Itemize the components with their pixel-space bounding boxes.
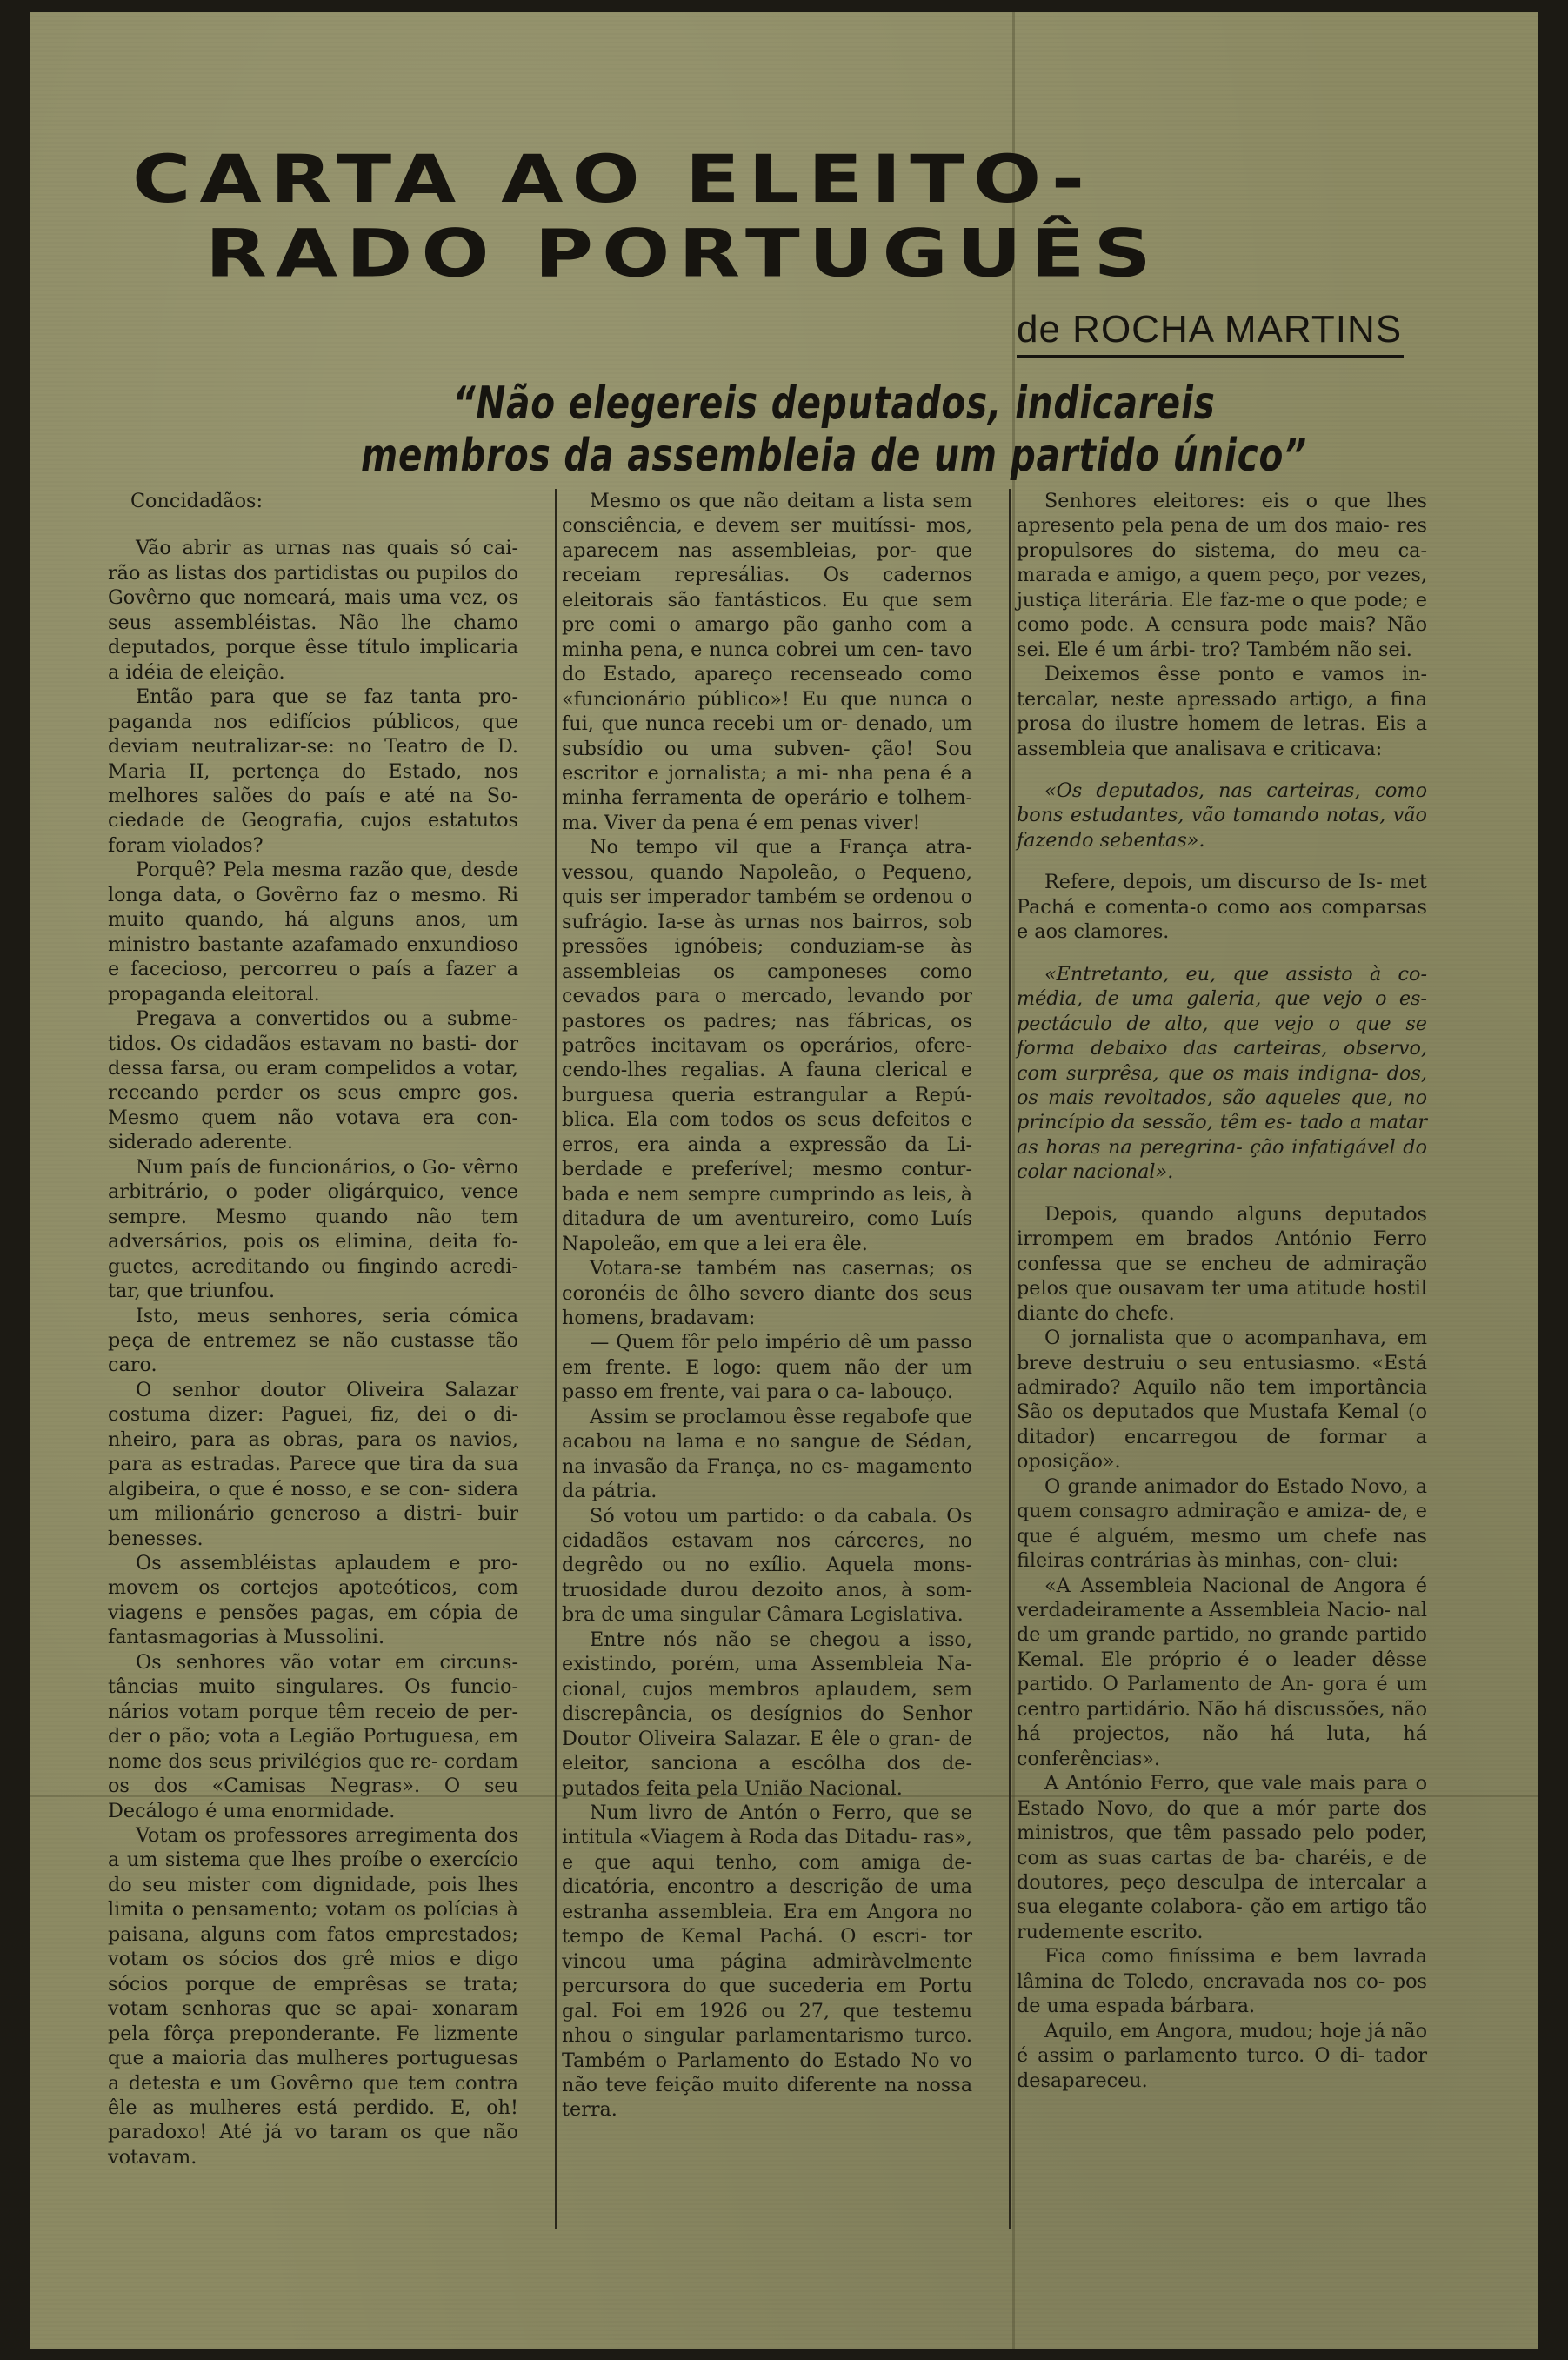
paragraph: O grande animador do Estado Novo, a quem consagro admiração e amiza- de, e que é alguém, mesmo um chefe nas fileiras contrárias às minhas, con- clui: — [1017, 1474, 1427, 1573]
article-column-1 — [108, 489, 518, 2169]
headline-line-1: CARTA AO ELEITO- — [132, 141, 1094, 218]
article-column-3 — [1017, 489, 1427, 2093]
paragraph: — Quem fôr pelo império dê um passo em frente. E logo: quem não der um passo em frente, vai para o ca- labouço. — [562, 1331, 972, 1404]
quote-paragraph: «Entretanto, eu, que assisto à co- média, de uma galeria, que vejo o es- pectáculo de alto, que vejo o que se forma debaixo das carteiras, observo, com surprêsa, que os mais indigna- dos, os mais revoltados, são aqueles que, no princípio da sessão, têm es- tado a matar as horas na peregrina- ção infatigável do colar nacional». — [1017, 962, 1427, 1184]
paragraph: Num livro de Antón o Ferro, que se intitula «Viagem à Roda das Ditadu- ras», e que aqui tenho, com amiga de- dicatória, encontro a descrição de uma estranha assembleia. Era em Angora no tempo de Kemal Pachá. O escri- tor vincou uma página admiràvelmente percursora do que sucederia em Portu gal. Foi em 1926 ou 27, que testemu nhou o singular parlamentarismo turco. Também o Parlamento do Estado No vo não teve feição muito diferente na nossa terra. — [562, 1802, 972, 2122]
paragraph: Votam os professores arregimenta dos a um sistema que lhes proíbe o exercício do seu mister com dignidade, pois lhes limita o pensamento; votam os polícias à paisana, alguns com fatos emprestados; votam os sócios dos grê mios e digo sócios porque de emprêsas se trata; votam senhoras que se apai- xonaram pela fôrça preponderante. Fe lizmente que a maioria das mulheres portuguesas a detesta e um Govêrno que tem contra êle as mulheres está perdido. E, oh! paradoxo! Até já vo taram os que não votavam. — [108, 1824, 518, 2169]
paragraph: A António Ferro, que vale mais para o Estado Novo, do que a mór parte dos ministros, que têm passado pelo poder, com as suas cartas de ba- charéis, e de doutores, peço desculpa de intercalar a sua elegante colabora- ção em artigo tão rudemente escrito. — [1017, 1772, 1427, 1943]
article-column-2 — [562, 489, 972, 2123]
paragraph: Assim se proclamou êsse regabofe que acabou na lama e no sangue de Sédan, na invasão da França, no es- magamento da pátria. — [562, 1405, 972, 1503]
paragraph: Aquilo, em Angora, mudou; hoje já não é assim o parlamento turco. O di- tador desapareceu. — [1017, 2019, 1427, 2092]
paragraph: Depois, quando alguns deputados irrompem em brados António Ferro confessa que se encheu de admiração pelos que ousavam ter uma atitude hostil diante do chefe. — [1017, 1202, 1427, 1325]
subtitle-quote: “Não elegereis deputados, indicareis membros da assembleia de um partido único” — [360, 378, 1308, 482]
paragraph: Pregava a convertidos ou a subme- tidos. Os cidadãos estavam no basti- dor dessa farsa, ou eram compelidos a votar, receando perder os seus empre gos. Mesmo quem não votava era con- siderado aderente. — [108, 1007, 518, 1154]
paragraph: Refere, depois, um discurso de Is- met Pachá e comenta-o como aos comparsas e aos clamores. — [1017, 871, 1427, 944]
paper-fold-vertical — [1012, 12, 1015, 2349]
paragraph: Só votou um partido: o da cabala. Os cidadãos estavam nos cárceres, no degrêdo ou no exílio. Aquela mons- truosidade durou dezoito anos, à som- bra de uma singular Câmara Legislativa. — [562, 1504, 972, 1627]
paragraph: Senhores eleitores: eis o que lhes apresento pela pena de um dos maio- res propulsores do sistema, do meu ca- marada e amigo, a quem peço, por vezes, justiça literária. Ele faz-me o que pode; e como pode. A censura pode mais? Não sei. Ele é um árbi- tro? Também não sei. — [1017, 490, 1427, 661]
paragraph: O senhor doutor Oliveira Salazar costuma dizer: Paguei, fiz, dei o di- nheiro, para as obras, para os navios, para as estradas. Parece que tira da sua algibeira, o que é nosso, e se con- sidera um milionário generoso a distri- buir benesses. — [108, 1378, 518, 1550]
paragraph: Porquê? Pela mesma razão que, desde longa data, o Govêrno faz o mesmo. Ri muito quando, há alguns anos, um ministro bastante azafamado enxundioso e facecioso, percorreu o país a fazer a propaganda eleitoral. — [108, 859, 518, 1006]
column-rule-2 — [1009, 489, 1011, 2229]
paragraph: O jornalista que o acompanhava, em breve destruiu o seu entusiasmo. «Está admirado? Aquilo não tem importância São os deputados que Mustafa Kemal (o ditador) encarregou de formar a oposição». — [1017, 1327, 1427, 1474]
paragraph: Os assembléistas aplaudem e pro- movem os cortejos apoteóticos, com viagens e pensões pagas, em cópia de fantasmagorias à Mussolini. — [108, 1552, 518, 1649]
byline: de ROCHA MARTINS — [1017, 308, 1404, 358]
paragraph: Isto, meus senhores, seria cómica peça de entremez se não custasse tão caro. — [108, 1304, 518, 1377]
paragraph: Votara-se também nas casernas; os coronéis de ôlho severo diante dos seus homens, bradavam: — [562, 1257, 972, 1329]
salutation: Concidadãos: — [130, 490, 263, 512]
paragraph: No tempo vil que a França atra- vessou, quando Napoleão, o Pequeno, quis ser imperador também se ordenou o sufrágio. Ia-se às urnas nos bairros, sob pressões ignóbeis; conduziam-se às assembleias os camponeses como cevados para o mercado, levando por pastores os padres; nas fábricas, os patrões incitavam os operários, ofere- cendo-lhes regalias. A fauna clerical e burguesa queria estrangular a Repú- blica. Ela com todos os seus defeitos e erros, era ainda a expressão da Li- berdade e preferível; mesmo contur- bada e nem sempre cumprindo as leis, à ditadura de um aventureiro, como Luís Napoleão, em que a lei era êle. — [562, 836, 972, 1255]
paragraph: «A Assembleia Nacional de Angora é verdadeiramente a Assembleia Nacio- nal de um grande partido, no grande partido Kemal. Ele próprio é o leader dêsse partido. O Parlamento de An- gora é um centro partidário. Não há discussões, não há projectos, não há luta, há conferências». — [1017, 1574, 1427, 1770]
paragraph: Os senhores vão votar em circuns- tâncias muito singulares. Os funcio- nários votam porque têm receio de per- der o pão; vota a Legião Portuguesa, em nome dos seus privilégios que re- cordam os dos «Camisas Negras». O seu Decálogo é uma enormidade. — [108, 1650, 518, 1822]
paragraph: Mesmo os que não deitam a lista sem consciência, e devem ser muitíssi- mos, aparecem nas assembleias, por- que receiam represálias. Os cadernos eleitorais são fantásticos. Eu que sem pre comi o amargo pão ganho com a minha pena, e nunca cobrei um cen- tavo do Estado, apareço recenseado como «funcionário público»! Eu que nunca o fui, que nunca recebi um or- denado, um subsídio ou uma subven- ção! Sou escritor e jornalista; a mi- nha pena é a minha ferramenta de operário e tolhem-ma. Viver da pena é em penas viver! — [562, 490, 972, 834]
paragraph: Deixemos êsse ponto e vamos in- tercalar, neste apressado artigo, a fina prosa do ilustre homem de letras. Eis a assembleia que analisava e criticava: — [1017, 663, 1427, 760]
headline-line-2: RADO PORTUGUÊS — [205, 215, 1160, 292]
paragraph: Então para que se faz tanta pro- paganda nos edifícios públicos, que deviam neutralizar-se: no Teatro de D. Maria II, pertença do Estado, nos melhores salões do país e até na So- ciedade de Geografia, cujos estatutos foram violados? — [108, 685, 518, 857]
quote-paragraph: «Os deputados, nas carteiras, como bons estudantes, vão tomando notas, vão fazendo sebentas». — [1017, 779, 1427, 852]
paragraph: Vão abrir as urnas nas quais só cai- rão as listas dos partidistas ou pupilos do Govêrno que nomeará, mais uma vez, os seus assembléistas. Não lhe chamo deputados, porque êsse título implicaria a idéia de eleição. — [108, 537, 518, 684]
paragraph: Entre nós não se chegou a isso, existindo, porém, uma Assembleia Na- cional, cujos membros aplaudem, sem discrepância, os desígnios do Senhor Doutor Oliveira Salazar. E êle o gran- de eleitor, sanciona a escôlha dos de- putados feita pela União Nacional. — [562, 1628, 972, 1800]
paragraph: Fica como finíssima e bem lavrada lâmina de Toledo, encravada nos co- pos de uma espada bárbara. — [1017, 1945, 1427, 2018]
paragraph: Num país de funcionários, o Go- vêrno arbitrário, o poder oligárquico, vence sempre. Mesmo quando não tem adversários, pois os elimina, deita fo- guetes, acreditando ou fingindo acredi- tar, que triunfou. — [108, 1155, 518, 1303]
leaflet-sheet — [30, 12, 1538, 2349]
column-rule-1 — [555, 489, 557, 2229]
headline — [132, 143, 1489, 291]
